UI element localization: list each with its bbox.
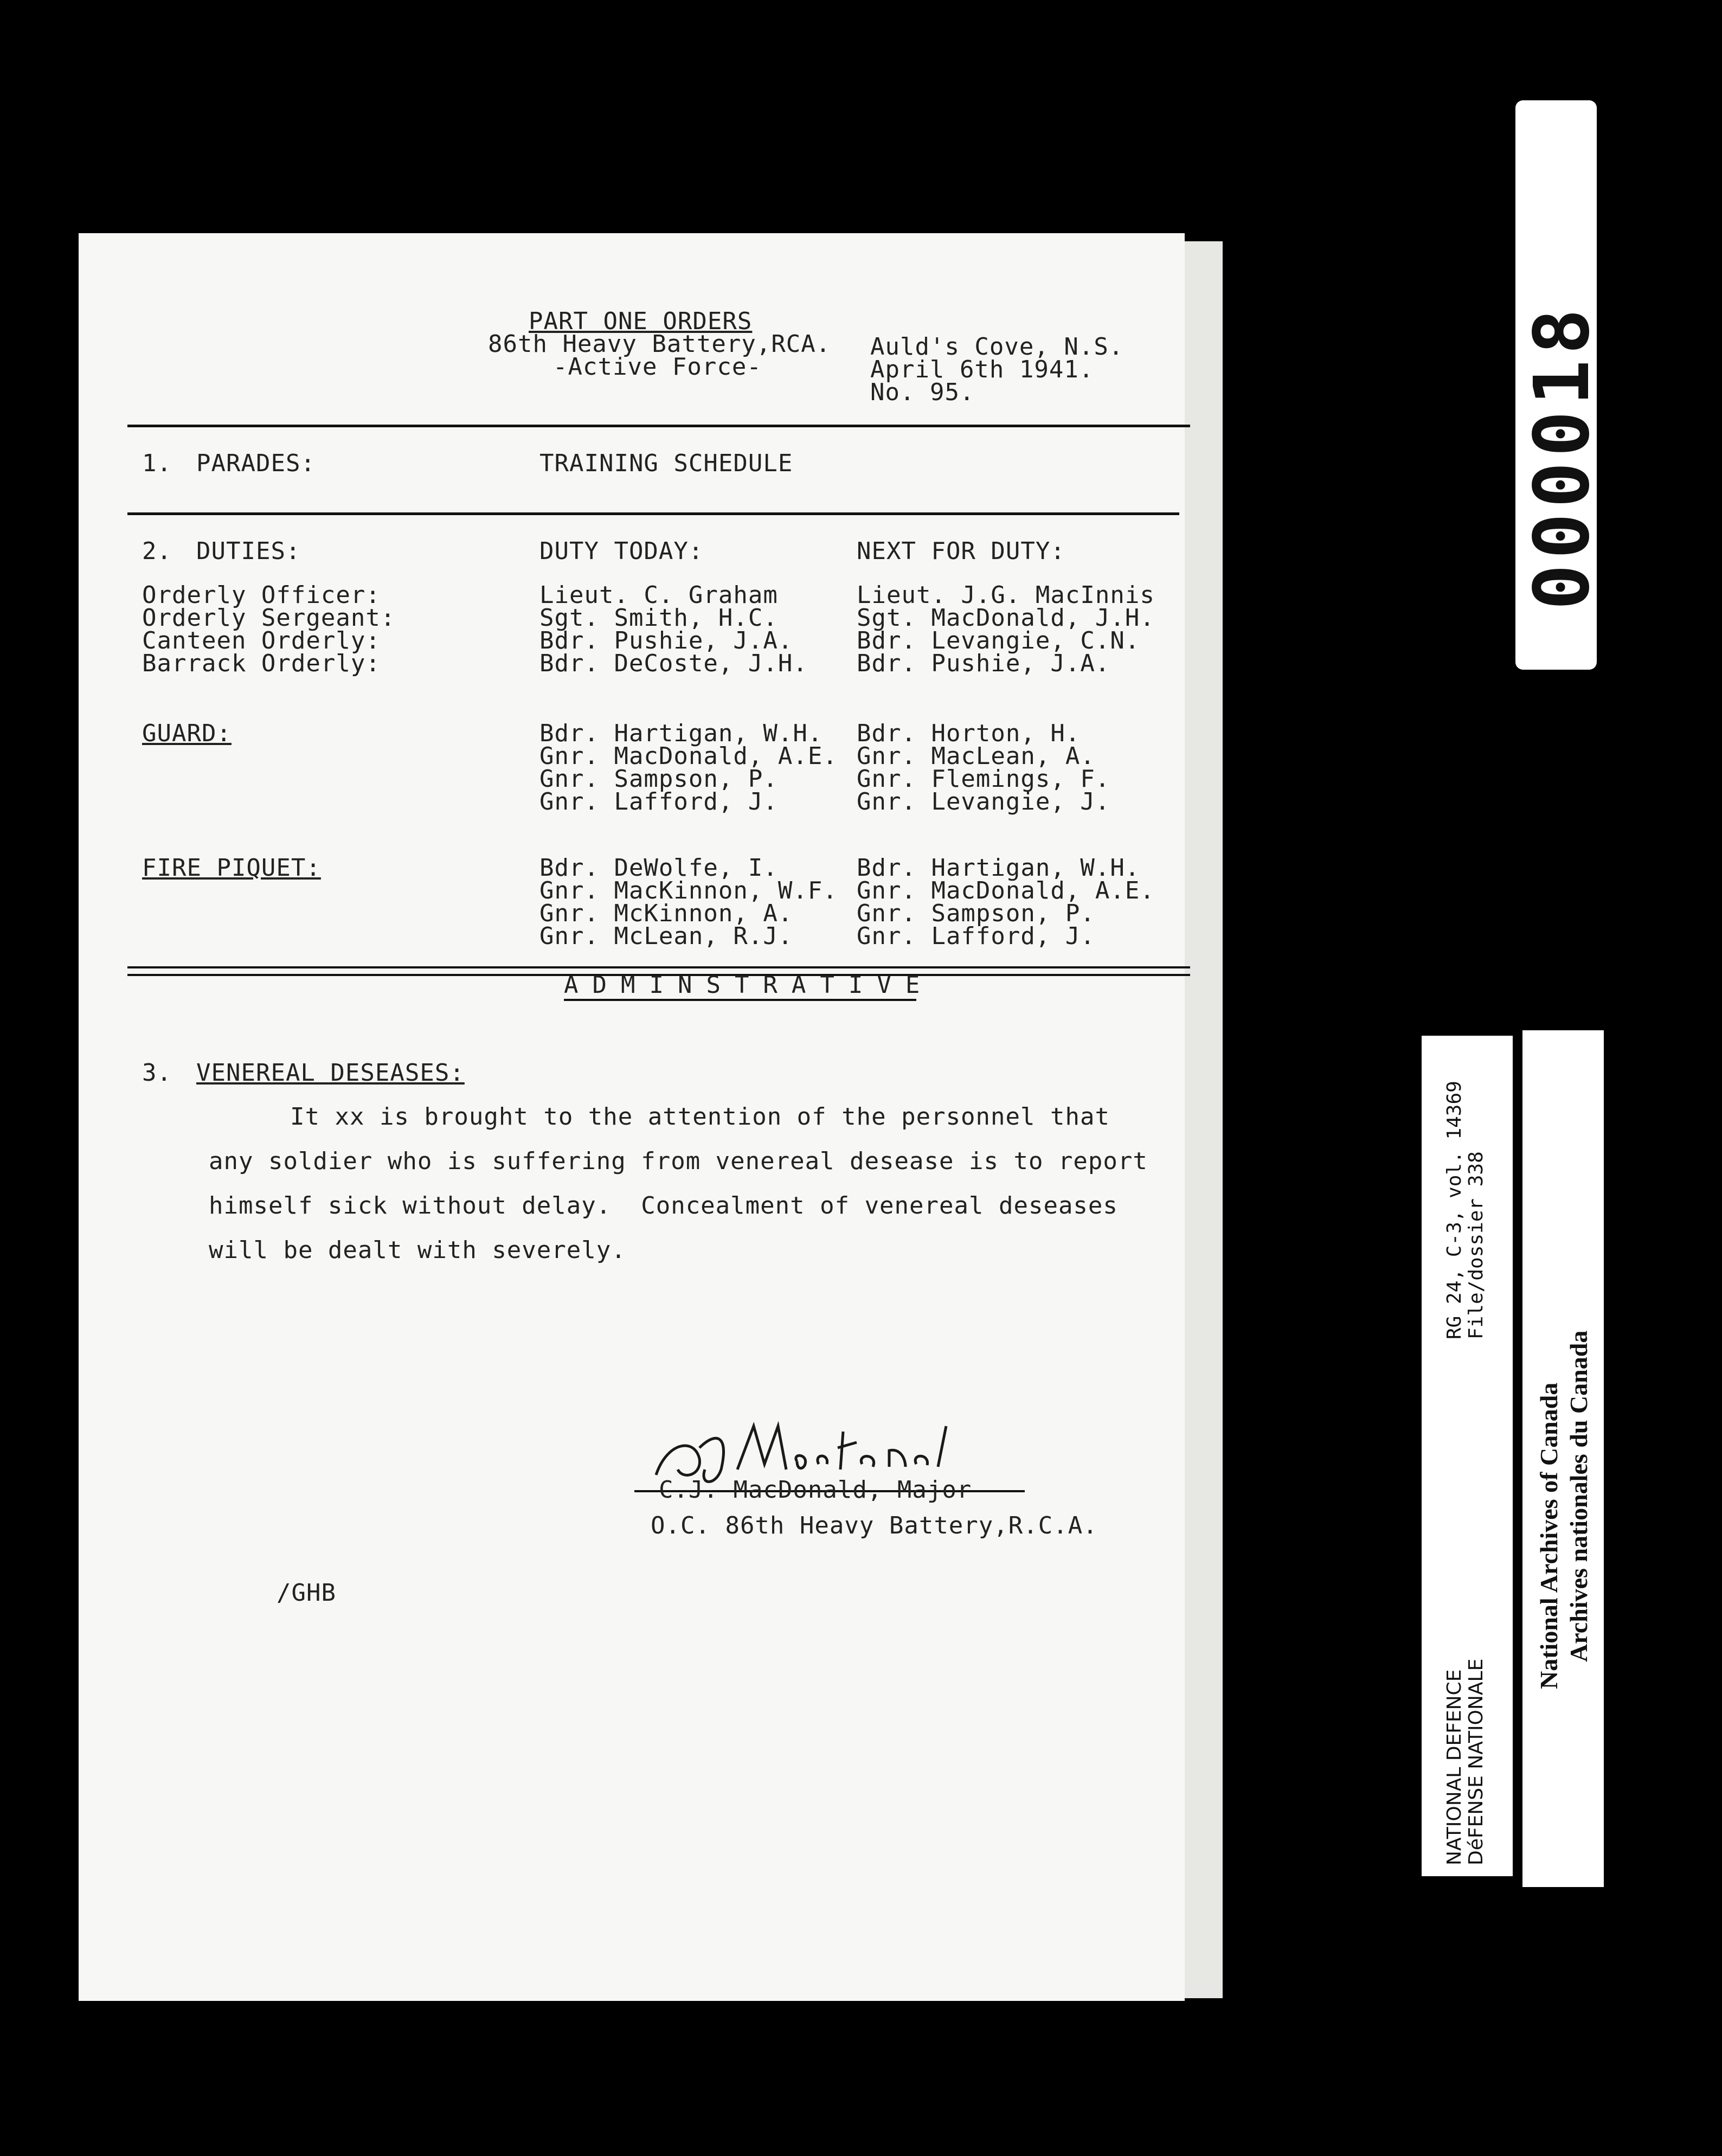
- duty-next: Bdr. Levangie, C.N.: [857, 627, 1140, 655]
- guard-today: Gnr. Lafford, J.: [539, 788, 778, 816]
- venereal-text-line: any soldier who is suffering from venereal desease is to report: [209, 1147, 1148, 1175]
- fire-piquet-next: Gnr. Sampson, P.: [857, 900, 1095, 927]
- order-date: April 6th 1941.: [870, 356, 1094, 383]
- section-2-number: 2.: [142, 537, 172, 565]
- guard-next: Bdr. Horton, H.: [857, 720, 1081, 747]
- venereal-text-line: It xx is brought to the attention of the personnel that: [290, 1103, 1110, 1131]
- signatory-name: C.J. MacDonald, Major: [659, 1476, 972, 1504]
- duty-role: Barrack Orderly:: [142, 650, 381, 677]
- duty-today: Lieut. C. Graham: [539, 581, 778, 609]
- administrative-underline: [564, 999, 916, 1001]
- administrative-heading: ADMINSTRATIVE: [564, 971, 934, 999]
- guard-label: GUARD:: [142, 720, 232, 747]
- serial-number: 000018: [1518, 303, 1607, 610]
- guard-today: Gnr. Sampson, P.: [539, 765, 778, 793]
- venereal-text-line: will be dealt with severely.: [209, 1236, 626, 1264]
- duty-today: Sgt. Smith, H.C.: [539, 604, 778, 632]
- typist-initials: /GHB: [277, 1579, 336, 1607]
- duty-next: Bdr. Pushie, J.A.: [857, 650, 1110, 677]
- guard-today: Gnr. MacDonald, A.E.: [539, 742, 838, 770]
- divider-2: [127, 512, 1179, 515]
- signatory-title: O.C. 86th Heavy Battery,R.C.A.: [651, 1512, 1098, 1539]
- fire-piquet-label: FIRE PIQUET:: [142, 854, 321, 882]
- venereal-heading: VENEREAL DESEASES:: [196, 1059, 465, 1087]
- parades-value: TRAINING SCHEDULE: [539, 450, 793, 477]
- duty-today-header: DUTY TODAY:: [539, 537, 704, 565]
- order-number: No. 95.: [870, 378, 975, 406]
- nac-french: Archives nationales du Canada: [1565, 1330, 1592, 1662]
- duty-role: Orderly Officer:: [142, 581, 381, 609]
- fire-piquet-next: Bdr. Hartigan, W.H.: [857, 854, 1140, 882]
- fire-piquet-today: Gnr. MacKinnon, W.F.: [539, 877, 838, 904]
- guard-today: Bdr. Hartigan, W.H.: [539, 720, 823, 747]
- guard-next: Gnr. Levangie, J.: [857, 788, 1110, 816]
- duty-today: Bdr. DeCoste, J.H.: [539, 650, 808, 677]
- page-edge: [1185, 241, 1223, 1998]
- location: Auld's Cove, N.S.: [870, 333, 1124, 361]
- duty-role: Canteen Orderly:: [142, 627, 381, 655]
- duty-next: Sgt. MacDonald, J.H.: [857, 604, 1155, 632]
- section-3-number: 3.: [142, 1059, 172, 1087]
- archive-reference: RG 24, C-3, vol. 14369: [1443, 1081, 1466, 1339]
- guard-next: Gnr. Flemings, F.: [857, 765, 1110, 793]
- nac-english: National Archives of Canada: [1535, 1382, 1563, 1689]
- duty-role: Orderly Sergeant:: [142, 604, 396, 632]
- force-name: -Active Force-: [553, 353, 762, 381]
- section-1-number: 1.: [142, 450, 172, 477]
- archive-file: File/dossier 338: [1465, 1151, 1487, 1339]
- duty-next: Lieut. J.G. MacInnis: [857, 581, 1155, 609]
- national-defence-en: NATIONAL DEFENCE: [1443, 1669, 1466, 1865]
- fire-piquet-today: Gnr. McLean, R.J.: [539, 922, 793, 950]
- parades-label: PARADES:: [196, 450, 316, 477]
- national-defence-fr: DéFENSE NATIONALE: [1465, 1658, 1487, 1865]
- unit-name: 86th Heavy Battery,RCA.: [488, 330, 831, 358]
- fire-piquet-next: Gnr. Lafford, J.: [857, 922, 1095, 950]
- fire-piquet-today: Gnr. McKinnon, A.: [539, 900, 793, 927]
- fire-piquet-today: Bdr. DeWolfe, I.: [539, 854, 778, 882]
- duty-today: Bdr. Pushie, J.A.: [539, 627, 793, 655]
- fire-piquet-next: Gnr. MacDonald, A.E.: [857, 877, 1155, 904]
- guard-next: Gnr. MacLean, A.: [857, 742, 1095, 770]
- next-duty-header: NEXT FOR DUTY:: [857, 537, 1065, 565]
- duties-label: DUTIES:: [196, 537, 301, 565]
- venereal-text-line: himself sick without delay. Concealment of venereal deseases: [209, 1192, 1118, 1220]
- orders-title: PART ONE ORDERS: [529, 307, 753, 335]
- divider-1: [127, 425, 1190, 427]
